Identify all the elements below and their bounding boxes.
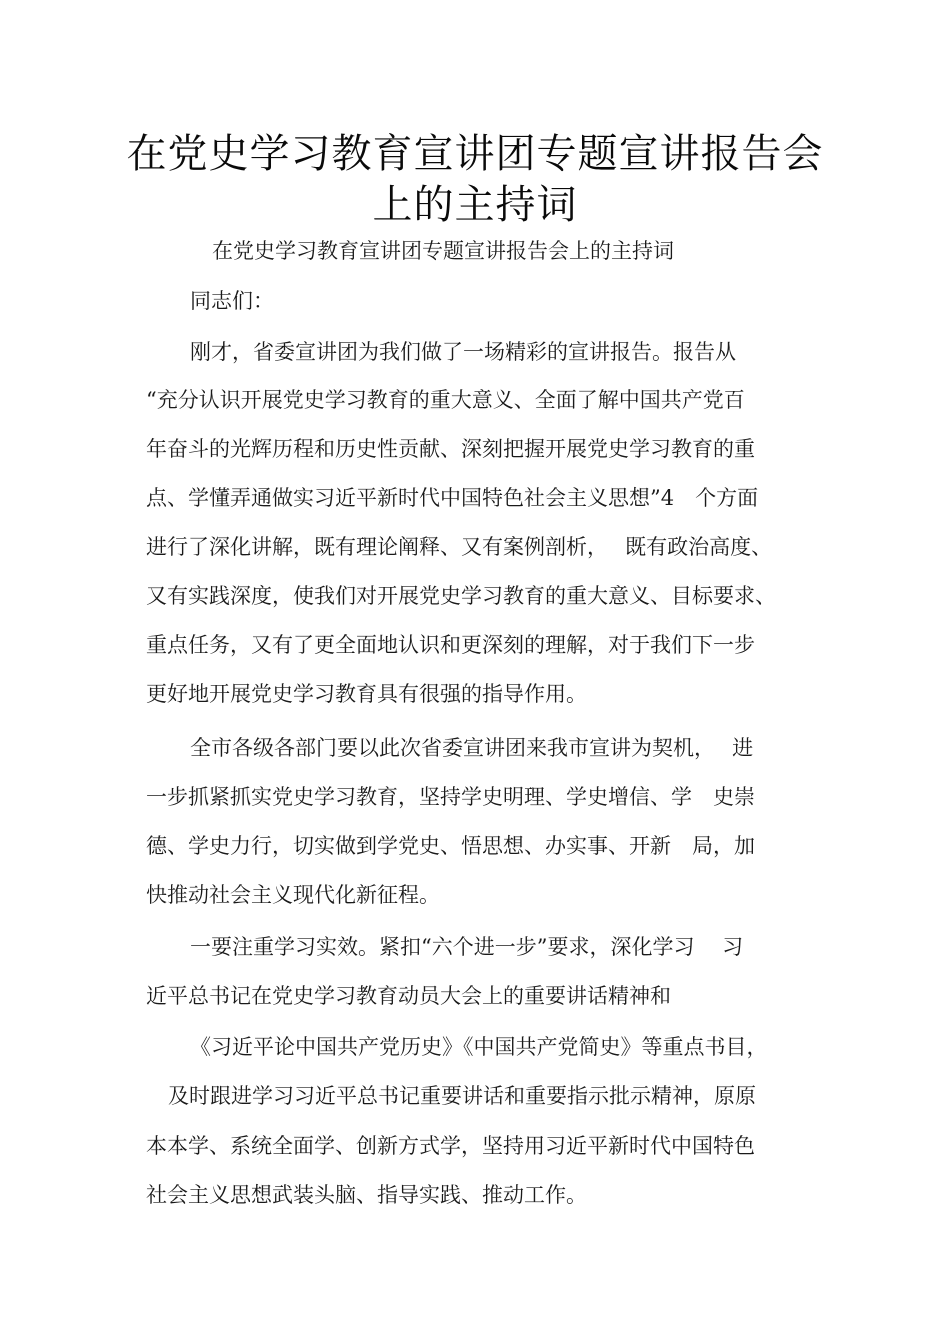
salutation: 同志们： xyxy=(190,289,274,313)
paragraph-1-line-4: 点、学懂弄通做实习近平新时代中国特色社会主义思想”4 个方面 xyxy=(146,486,759,510)
paragraph-1-line-6: 又有实践深度，使我们对开展党史学习教育的重大意义、目标要求、 xyxy=(146,584,776,608)
document-title-line-2: 上的主持词 xyxy=(372,182,578,228)
paragraph-2-line-4: 快推动社会主义现代化新征程。 xyxy=(146,883,440,907)
paragraph-2-line-2: 一步抓紧抓实党史学习教育，坚持学史明理、学史增信、学 史崇 xyxy=(146,785,755,809)
paragraph-2-line-3: 德、学史力行，切实做到学党史、悟思想、办实事、开新 局，加 xyxy=(146,834,755,858)
document-title-line-1: 在党史学习教育宣讲团专题宣讲报告会 xyxy=(126,131,824,177)
paragraph-2-line-1: 全市各级各部门要以此次省委宣讲团来我市宣讲为契机， 进 xyxy=(190,736,754,760)
paragraph-1-line-7: 重点任务，又有了更全面地认识和更深刻的理解，对于我们下一步 xyxy=(146,633,755,657)
document-subtitle: 在党史学习教育宣讲团专题宣讲报告会上的主持词 xyxy=(212,239,674,263)
paragraph-1-line-3: 年奋斗的光辉历程和历史性贡献、深刻把握开展党史学习教育的重 xyxy=(146,437,755,461)
paragraph-3-line-6: 社会主义思想武装头脑、指导实践、推动工作。 xyxy=(146,1183,587,1207)
paragraph-1-line-1: 刚才，省委宣讲团为我们做了一场精彩的宣讲报告。报告从 xyxy=(190,340,736,364)
paragraph-3-line-4: 及时跟进学习习近平总书记重要讲话和重要指示批示精神，原原 xyxy=(168,1084,756,1108)
paragraph-3-line-1: 一要注重学习实效。紧扣“六个进一步”要求，深化学习 习 xyxy=(190,935,744,959)
paragraph-3-line-2: 近平总书记在党史学习教育动员大会上的重要讲话精神和 xyxy=(146,984,671,1008)
paragraph-3-line-5: 本本学、系统全面学、创新方式学，坚持用习近平新时代中国特色 xyxy=(146,1134,755,1158)
paragraph-1-line-2: “充分认识开展党史学习教育的重大意义、全面了解中国共产党百 xyxy=(146,388,745,412)
paragraph-1-line-5: 进行了深化讲解，既有理论阐释、又有案例剖析， 既有政治高度、 xyxy=(146,535,773,559)
paragraph-1-line-8: 更好地开展党史学习教育具有很强的指导作用。 xyxy=(146,682,587,706)
paragraph-3-line-3: 《习近平论中国共产党历史》《中国共产党简史》等重点书目， xyxy=(190,1035,768,1059)
